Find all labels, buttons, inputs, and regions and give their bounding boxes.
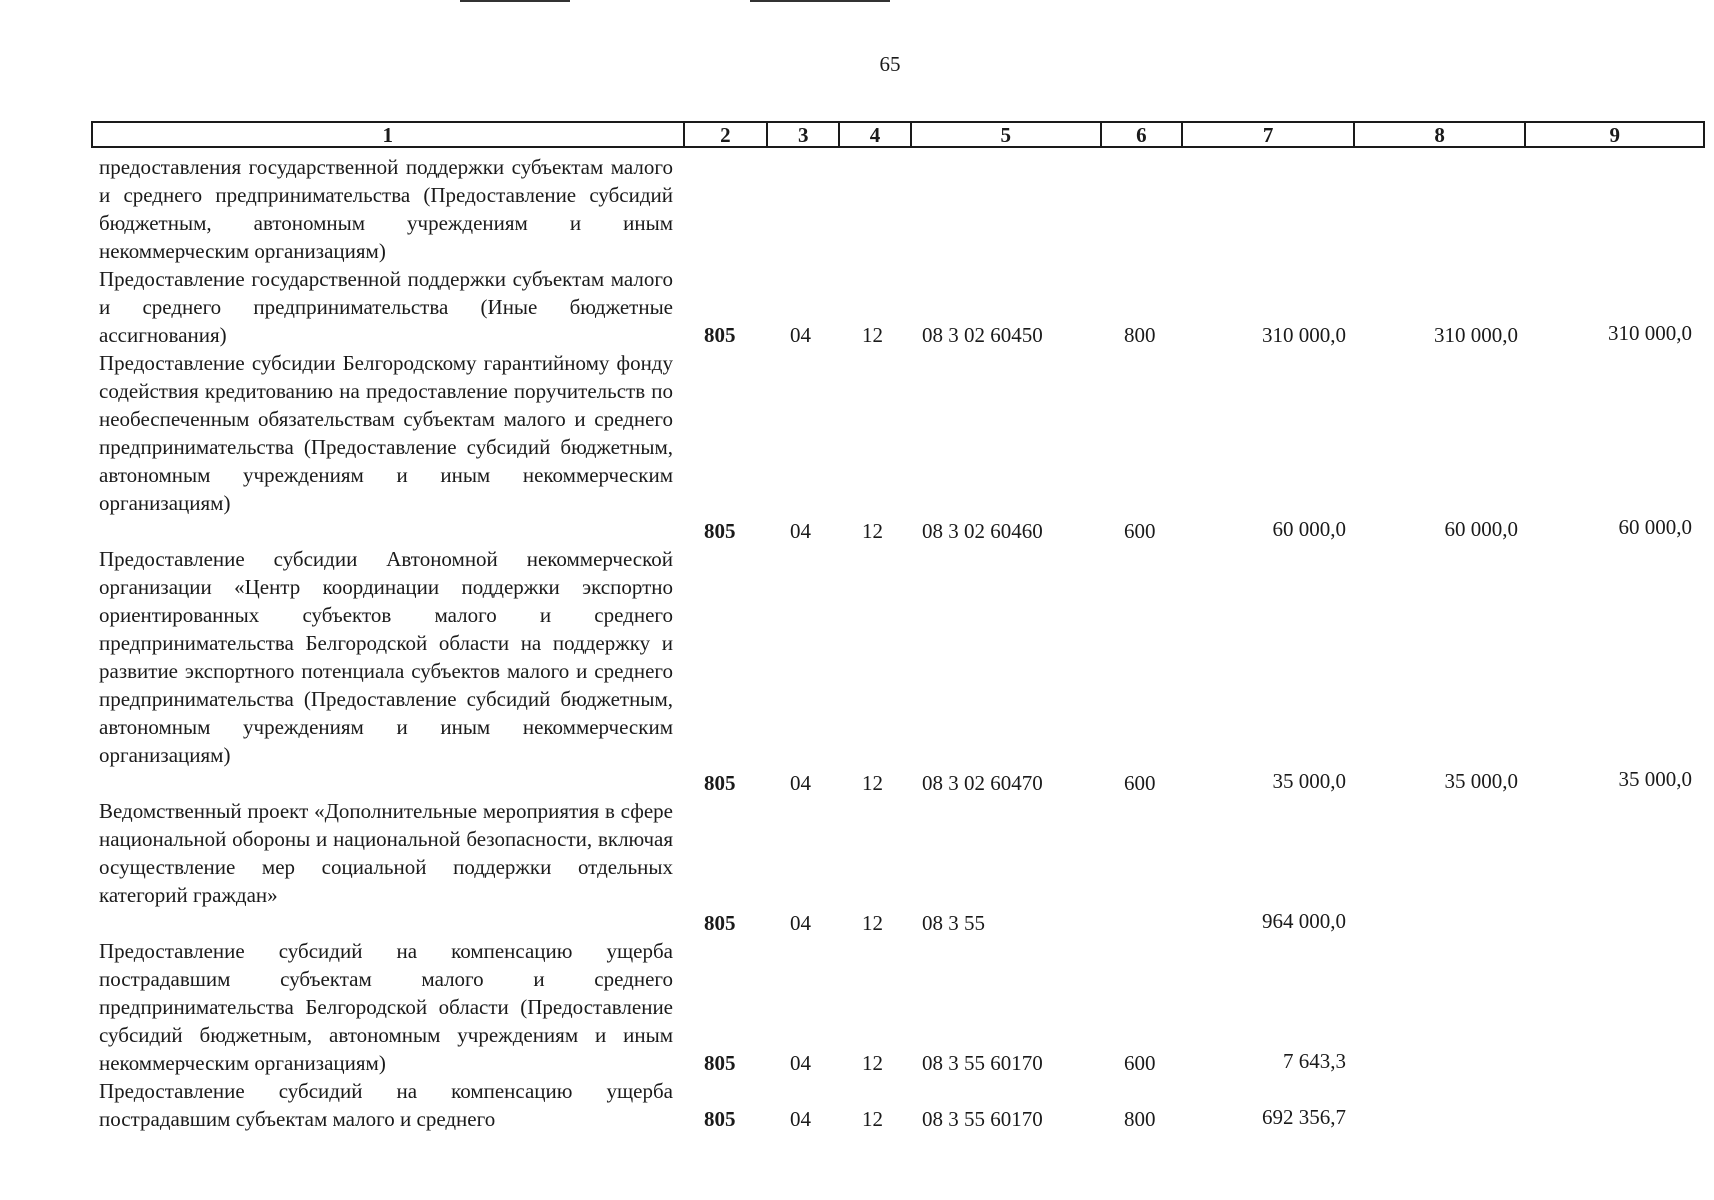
row-section: 04 [790, 323, 811, 347]
row-expense-type: 800 [1124, 1107, 1156, 1131]
row-subsection: 12 [862, 1051, 883, 1075]
row-target-article: 08 3 02 60450 [922, 323, 1043, 347]
row-section: 04 [790, 1051, 811, 1075]
header-col-5: 5 [912, 123, 1102, 146]
row-amount-9: 60 000,0 [1618, 515, 1692, 539]
row-admin-code: 805 [704, 1107, 736, 1131]
row-admin-code: 805 [704, 1051, 736, 1075]
row-subsection: 12 [862, 911, 883, 935]
row-admin-code: 805 [704, 323, 736, 347]
row-subsection: 12 [862, 771, 883, 795]
row-amount-9: 310 000,0 [1608, 321, 1692, 345]
row-target-article: 08 3 55 60170 [922, 1051, 1043, 1075]
header-col-6: 6 [1102, 123, 1184, 146]
page-number: 65 [879, 52, 901, 76]
row-amount-7: 60 000,0 [1272, 517, 1346, 541]
header-col-7: 7 [1183, 123, 1355, 146]
row-target-article: 08 3 55 [922, 911, 985, 935]
row-description: предоставления государственной поддержки субъектам малого и среднего предпринимательства (Предоставление субсидий бюджетным, автономным учреждениям и иным некоммерческим организациям) [99, 155, 673, 263]
table-header [91, 121, 1705, 148]
row-description: Предоставление субсидий на компенсацию ущерба пострадавшим субъектам малого и среднего [99, 1079, 673, 1131]
row-description: Предоставление субсидий на компенсацию ущерба пострадавшим субъектам малого и среднего предпринимательства Белгородской области (Предоставление субсидий бюджетным, автономным учреждениям и иным некоммерческим организациям) [99, 939, 673, 1075]
scan-artifact-rule [750, 0, 890, 2]
row-amount-9: 35 000,0 [1618, 767, 1692, 791]
row-subsection: 12 [862, 519, 883, 543]
header-col-4: 4 [840, 123, 912, 146]
row-section: 04 [790, 519, 811, 543]
row-admin-code: 805 [704, 911, 736, 935]
row-amount-7: 692 356,7 [1262, 1105, 1346, 1129]
row-description: Предоставление государственной поддержки субъектам малого и среднего предпринимательства (Иные бюджетные ассигнования) [99, 267, 673, 347]
row-expense-type: 600 [1124, 771, 1156, 795]
row-admin-code: 805 [704, 519, 736, 543]
header-col-2: 2 [685, 123, 769, 146]
row-amount-8: 35 000,0 [1444, 769, 1518, 793]
header-col-8: 8 [1355, 123, 1527, 146]
row-expense-type: 600 [1124, 1051, 1156, 1075]
row-amount-7: 35 000,0 [1272, 769, 1346, 793]
row-amount-7: 7 643,3 [1283, 1049, 1346, 1073]
header-col-9: 9 [1609, 123, 1620, 147]
row-amount-8: 310 000,0 [1434, 323, 1518, 347]
row-expense-type: 600 [1124, 519, 1156, 543]
row-target-article: 08 3 55 60170 [922, 1107, 1043, 1131]
row-expense-type: 800 [1124, 323, 1156, 347]
row-section: 04 [790, 911, 811, 935]
row-subsection: 12 [862, 323, 883, 347]
row-subsection: 12 [862, 1107, 883, 1131]
scan-artifact-rule [460, 0, 570, 2]
row-amount-8: 60 000,0 [1444, 517, 1518, 541]
row-amount-7: 964 000,0 [1262, 909, 1346, 933]
header-col-3: 3 [768, 123, 840, 146]
row-target-article: 08 3 02 60460 [922, 519, 1043, 543]
header-col-1: 1 [93, 123, 685, 146]
row-section: 04 [790, 1107, 811, 1131]
row-description: Предоставление субсидии Белгородскому гарантийному фонду содействия кредитованию на предоставление поручительств по необеспеченным обязательствам субъектам малого и среднего предпринимательства (Предоставление субсидий бюджетным, автономным учреждениям и иным некоммерческим организациям) [99, 351, 673, 515]
row-description: Предоставление субсидии Автономной некоммерческой организации «Центр координации поддержки экспортно ориентированных субъектов малого и среднего предпринимательства Белгородской области на поддержку и развитие экспортного потенциала субъектов малого и среднего предпринимательства (Предоставление субсидий бюджетным, автономным учреждениям и иным некоммерческим организациям) [99, 547, 673, 767]
row-amount-7: 310 000,0 [1262, 323, 1346, 347]
row-admin-code: 805 [704, 771, 736, 795]
row-section: 04 [790, 771, 811, 795]
row-description: Ведомственный проект «Дополнительные мероприятия в сфере национальной обороны и национальной безопасности, включая осуществление мер социальной поддержки отдельных категорий граждан» [99, 799, 673, 907]
row-target-article: 08 3 02 60470 [922, 771, 1043, 795]
